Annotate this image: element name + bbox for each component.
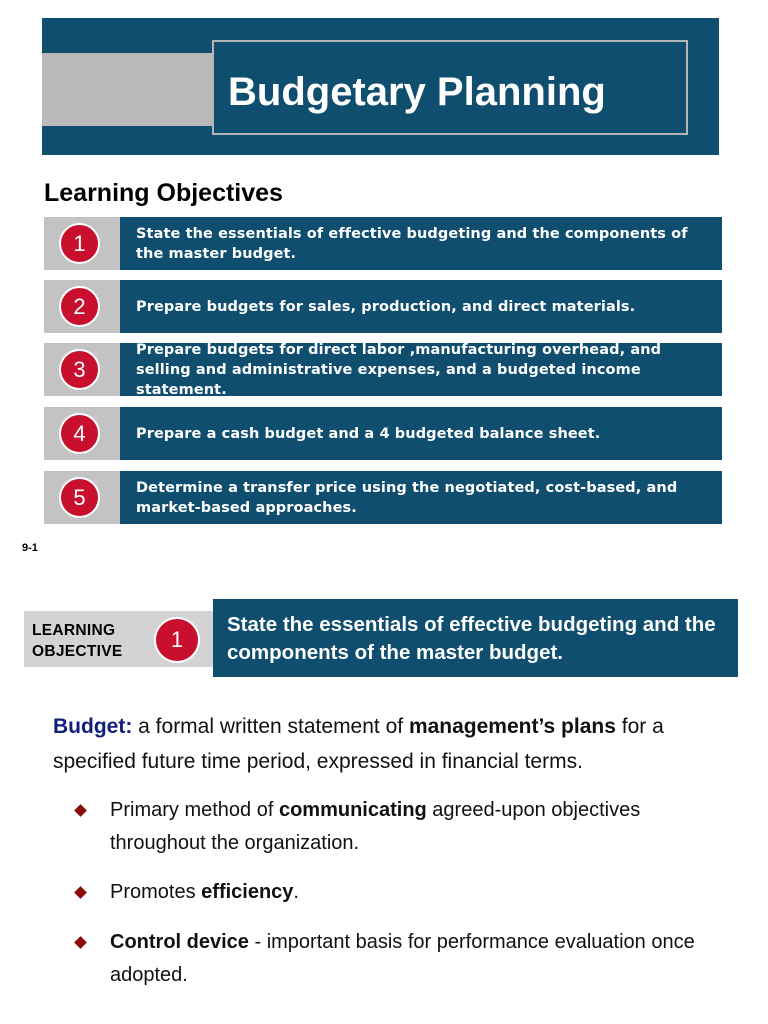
bullet-item-communicating <box>76 794 716 860</box>
bullet-text <box>110 926 716 992</box>
bullet-text-part: . <box>293 881 299 903</box>
objective-row-4 <box>44 407 722 460</box>
objective-row-2 <box>44 280 722 333</box>
section-title-bar <box>213 599 738 677</box>
bullet-text-part: agreed-upon objectives throughout the organization. <box>110 799 641 854</box>
bullet-text-part: Promotes <box>110 881 202 903</box>
objective-bar <box>120 217 722 270</box>
objective-text: Prepare a cash budget and a 4 budgeted balance sheet. <box>136 425 601 442</box>
objective-text: Prepare budgets for sales, production, and direct materials. <box>136 298 636 315</box>
bullet-item-efficiency <box>76 876 716 909</box>
objective-bar <box>120 343 722 396</box>
objective-text: State the essentials of effective budgeting and the components of the master budget. <box>136 225 688 262</box>
learning-objectives-heading: Learning Objectives <box>44 179 283 207</box>
bullet-emphasis: efficiency <box>201 881 294 903</box>
page-number: 9-1 <box>22 542 38 554</box>
objective-row-3 <box>44 343 722 396</box>
definition-text: for a specified future time period, expressed in financial terms. <box>53 715 664 773</box>
learning-objective-label: LEARNING OBJECTIVE <box>32 622 123 660</box>
banner-title-box <box>212 40 688 135</box>
bullet-text-part: Primary method of <box>110 799 279 821</box>
objective-row-1 <box>44 217 722 270</box>
section-number-badge: 1 <box>154 617 200 663</box>
bullet-emphasis: Control device <box>110 931 249 953</box>
objective-number-badge: 2 <box>59 286 100 327</box>
objective-row-5 <box>44 471 722 524</box>
definition-term: Budget: <box>53 715 133 738</box>
budget-definition <box>53 709 743 779</box>
bullet-text <box>110 876 716 909</box>
banner-gray-strip <box>42 53 220 126</box>
diamond-bullet-icon <box>74 886 87 899</box>
definition-emphasis: management’s plans <box>408 715 616 738</box>
bullet-text-part: - important basis for performance evaluation once adopted. <box>110 931 695 986</box>
objective-bar <box>120 280 722 333</box>
section-title: State the essentials of effective budgeting and the components of the master budget. <box>227 613 716 664</box>
bullet-text <box>110 794 716 860</box>
diamond-bullet-icon <box>74 936 87 949</box>
objective-bar <box>120 471 722 524</box>
objective-number-badge: 5 <box>59 477 100 518</box>
bullet-emphasis: communicating <box>278 799 427 821</box>
objective-number-badge: 1 <box>59 223 100 264</box>
objective-text: Determine a transfer price using the negotiated, cost-based, and market-based approaches. <box>136 479 678 516</box>
objective-number-badge: 4 <box>59 413 100 454</box>
objective-number-badge: 3 <box>59 349 100 390</box>
objective-text: Prepare budgets for direct labor ,manufacturing overhead, and selling and administrative expenses, and a budgeted income statement. <box>136 341 662 398</box>
slide-title: Budgetary Planning <box>228 70 606 114</box>
bullet-item-control-device <box>76 926 716 992</box>
diamond-bullet-icon <box>74 804 87 817</box>
definition-text: a formal written statement of <box>132 715 409 738</box>
objective-bar <box>120 407 722 460</box>
